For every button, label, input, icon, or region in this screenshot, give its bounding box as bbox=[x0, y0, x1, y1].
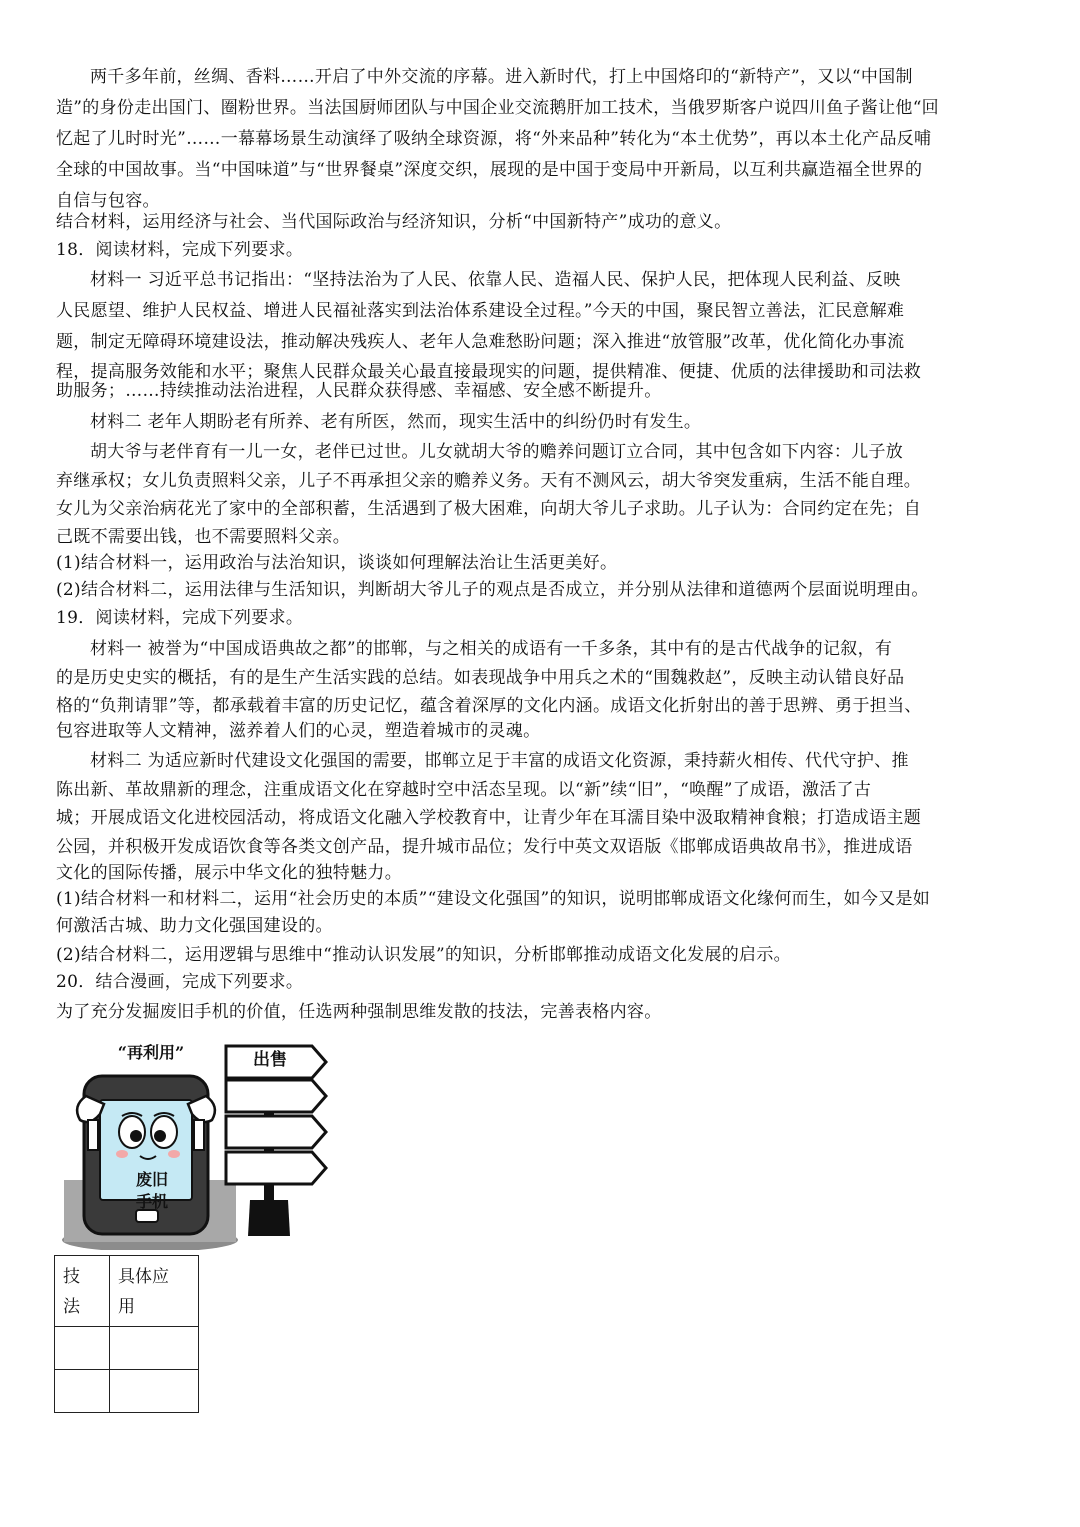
q19-material-2-line: 公园，并积极开发成语饮食等各类文创产品，提升城市品位；发行中英文双语版《邯郸成语典故帛书》，推进成语 bbox=[56, 837, 913, 857]
q19-material-1-line: 材料一 被誉为“中国成语典故之都”的邯郸，与之相关的成语有一千多条，其中有的是古代战争的记叙，有 bbox=[90, 639, 893, 659]
q18-material-2-line: 胡大爷与老伴育有一儿一女，老伴已过世。儿女就胡大爷的赡养问题订立合同，其中包含如下内容：儿子放 bbox=[90, 442, 904, 462]
table-header-cell: 技 法 bbox=[55, 1256, 110, 1327]
table-row bbox=[55, 1370, 199, 1413]
table-row bbox=[55, 1327, 199, 1370]
q17-text-line: 自信与包容。 bbox=[56, 191, 160, 211]
q18-material-1-line: 题，制定无障碍环境建设法，推动解决残疾人、老年人急难愁盼问题；深入推进“放管服”改革，优化简化办事流 bbox=[56, 332, 905, 352]
cartoon-caption: “再利用” bbox=[117, 1043, 185, 1062]
q18-material-2-line: 女儿为父亲治病花光了家中的全部积蓄，生活遇到了极大困难，向胡大爷儿子求助。儿子认为：合同约定在先；自 bbox=[56, 499, 921, 519]
waste-phone-cartoon bbox=[60, 1070, 240, 1250]
q19-material-1-line: 的是历史史实的概括，有的是生产生活实践的总结。如表现战争中用兵之术的“围魏救赵”，反映主动认错良好品 bbox=[56, 668, 905, 688]
q20-prompt: 为了充分发掘废旧手机的价值，任选两种强制思维发散的技法，完善表格内容。 bbox=[56, 1002, 662, 1022]
table-row bbox=[55, 1256, 199, 1327]
table-cell-blank[interactable] bbox=[55, 1327, 110, 1370]
phone-label-line: 手机 bbox=[135, 1192, 168, 1211]
q19-subquestion-1: (1)结合材料一和材料二，运用“社会历史的本质”“建设文化强国”的知识，说明邯郸成语文化缘何而生，如今又是如 bbox=[56, 889, 931, 909]
q20-heading: 20．结合漫画，完成下列要求。 bbox=[56, 972, 304, 992]
sign-board bbox=[226, 1116, 326, 1148]
q18-material-1-line: 材料一 习近平总书记指出：“坚持法治为了人民、依靠人民、造福人民、保护人民，把体现人民利益、反映 bbox=[90, 270, 901, 290]
table-cell-blank[interactable] bbox=[55, 1370, 110, 1413]
q18-subquestion-1: (1)结合材料一，运用政治与法治知识，谈谈如何理解法治让生活更美好。 bbox=[56, 553, 618, 573]
q19-heading: 19．阅读材料，完成下列要求。 bbox=[56, 608, 304, 628]
answer-table bbox=[54, 1255, 199, 1413]
q17-text-line: 两千多年前，丝绸、香料……开启了中外交流的序幕。进入新时代，打上中国烙印的“新特产”，又以“中国制 bbox=[90, 67, 913, 87]
table-cell-blank[interactable] bbox=[110, 1327, 199, 1370]
q17-text-line: 忆起了儿时时光”……一幕幕场景生动演绎了吸纳全球资源，将“外来品种”转化为“本土优势”，再以本土化产品反哺 bbox=[56, 129, 932, 149]
q18-material-1-line: 程，提高服务效能和水平；聚焦人民群众最关心最直接最现实的问题，提供精准、便捷、优质的法律援助和司法救 bbox=[56, 362, 921, 382]
q18-material-2-line: 己既不需要出钱，也不需要照料父亲。 bbox=[56, 527, 351, 547]
q19-material-1-line: 包容进取等人文精神，滋养着人们的心灵，塑造着城市的灵魂。 bbox=[56, 721, 541, 741]
q19-subquestion-2: (2)结合材料二，运用逻辑与思维中“推动认识发展”的知识，分析邯郸推动成语文化发展的启示。 bbox=[56, 945, 791, 965]
q19-material-1-line: 格的“负荆请罪”等，都承载着丰富的历史记忆，蕴含着深厚的文化内涵。成语文化折射出的善于思辨、勇于担当、 bbox=[56, 696, 922, 716]
q19-material-2-line: 陈出新、革故鼎新的理念，注重成语文化在穿越时空中活态呈现。以“新”续“旧”，“唤醒”了成语，激活了古 bbox=[56, 780, 872, 800]
sign-board bbox=[226, 1152, 326, 1184]
q19-material-2-line: 材料二 为适应新时代建设文化强国的需要，邯郸立足于丰富的成语文化资源，秉持薪火相传、代代守护、推 bbox=[90, 751, 909, 771]
q18-heading: 18．阅读材料，完成下列要求。 bbox=[56, 240, 304, 260]
q18-material-2-line: 弃继承权；女儿负责照料父亲，儿子不再承担父亲的赡养义务。天有不测风云，胡大爷突发重病，生活不能自理。 bbox=[56, 471, 921, 491]
q17-text-line: 造”的身份走出国门、圈粉世界。当法国厨师团队与中国企业交流鹅肝加工技术，当俄罗斯客户说四川鱼子酱让他“回 bbox=[56, 98, 939, 118]
sign-board bbox=[226, 1080, 326, 1112]
q18-material-1-line: 助服务；……持续推动法治进程，人民群众获得感、幸福感、安全感不断提升。 bbox=[56, 381, 662, 401]
phone-label-line: 废旧 bbox=[135, 1170, 168, 1189]
q19-subquestion-1: 何激活古城、助力文化强国建设的。 bbox=[56, 916, 333, 936]
q17-text-line: 全球的中国故事。当“中国味道”与“世界餐桌”深度交织，展现的是中国于变局中开新局，以互利共赢造福全世界的 bbox=[56, 160, 923, 180]
signpost-base bbox=[248, 1200, 290, 1236]
q18-material-2: 材料二 老年人期盼老有所养、老有所医，然而，现实生活中的纠纷仍时有发生。 bbox=[90, 412, 702, 432]
q17-question: 结合材料，运用经济与社会、当代国际政治与经济知识，分析“中国新特产”成功的意义。 bbox=[56, 212, 732, 232]
table-header-cell: 具体应 用 bbox=[110, 1256, 199, 1327]
q18-subquestion-2: (2)结合材料二，运用法律与生活知识，判断胡大爷儿子的观点是否成立，并分别从法律和道德两个层面说明理由。 bbox=[56, 580, 929, 600]
sign-label-sell: 出售 bbox=[253, 1050, 287, 1070]
q19-material-2-line: 文化的国际传播，展示中华文化的独特魅力。 bbox=[56, 863, 402, 883]
q19-material-2-line: 城；开展成语文化进校园活动，将成语文化融入学校教育中，让青少年在耳濡目染中汲取精神食粮；打造成语主题 bbox=[56, 808, 921, 828]
q18-material-1-line: 人民愿望、维护人民权益、增进人民福祉落实到法治体系建设全过程。”今天的中国，聚民智立善法，汇民意解难 bbox=[56, 301, 905, 321]
table-cell-blank[interactable] bbox=[110, 1370, 199, 1413]
